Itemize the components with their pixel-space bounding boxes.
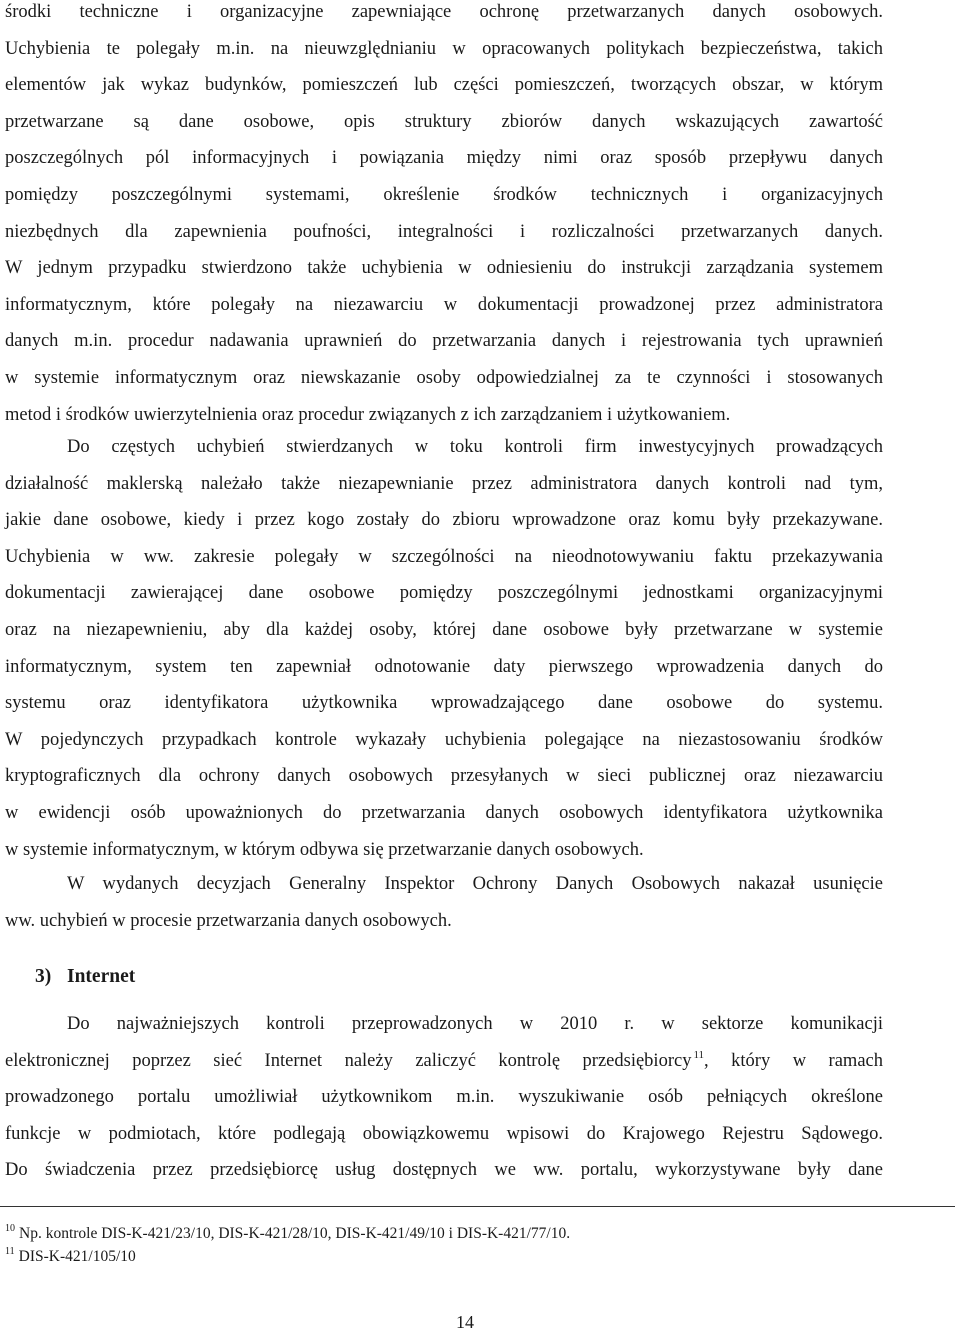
footnote-mark: 11: [5, 1246, 15, 1257]
text-line: funkcje w podmiotach, które podlegają obowiązkowemu wpisowi do Krajowego Rejestru Sądowego.: [5, 1123, 883, 1144]
text-line: W jednym przypadku stwierdzono także uchybienia w odniesieniu do instrukcji zarządzania systemem: [5, 258, 883, 279]
page-number: 14: [456, 1312, 474, 1332]
text-line: w systemie informatycznym oraz niewskazanie osoby odpowiedzialnej za te czynności i stosowanych: [5, 367, 883, 388]
text-line: jakie dane osobowe, kiedy i przez kogo zostały do zbioru wprowadzone oraz komu były przekazywane.: [5, 510, 883, 531]
text-line: W pojedynczych przypadkach kontrole wykazały uchybienia polegające na niezastosowaniu środków: [5, 729, 883, 750]
text-line: w ewidencji osób upoważnionych do przetwarzania danych osobowych identyfikatora użytkownika: [5, 802, 883, 823]
footnote-text: DIS-K-421/105/10: [18, 1248, 136, 1265]
text-line: kryptograficznych dla ochrony danych osobowych przesyłanych w sieci publicznej oraz niezawarciu: [5, 766, 883, 787]
text-line: Uchybienia w ww. zakresie polegały w szczególności na nieodnotowywaniu faktu przekazywania: [5, 546, 883, 567]
text-line: informatycznym, które polegały na niezawarciu w dokumentacji prowadzonej przez administratora: [5, 294, 883, 315]
text-line: metod i środków uwierzytelnienia oraz procedur związanych z ich zarządzaniem i użytkowaniem.: [5, 404, 731, 425]
section-number: 3): [35, 966, 52, 987]
text-line: środki techniczne i organizacyjne zapewniające ochronę przetwarzanych danych osobowych.: [5, 2, 883, 22]
text-line: dokumentacji zawierającej dane osobowe pomiędzy poszczególnymi jednostkami organizacyjnymi: [5, 583, 883, 604]
text-line: Do częstych uchybień stwierdzanych w toku kontroli firm inwestycyjnych prowadzących: [67, 437, 883, 457]
paragraph-security-policies: [5, 0, 883, 433]
text-line: pomiędzy poszczególnymi systemami, określenie środków technicznych i organizacyjnych: [5, 184, 883, 205]
text-line: systemu oraz identyfikatora użytkownika wprowadzającego dane osobowe do systemu.: [5, 693, 883, 714]
text-line: prowadzonego portalu umożliwiał użytkownikom m.in. wyszukiwanie osób pełniących określone: [5, 1087, 883, 1108]
text-line: niezbędnych dla zapewnienia poufności, integralności i rozliczalności przetwarzanych danych.: [5, 221, 883, 242]
text-line: poszczególnych pól informacyjnych i powiązania między nimi oraz sposób przepływu danych: [5, 148, 883, 169]
text-line: działalność maklerską należało także niezapewnianie przez administratora danych kontroli nad tym,: [5, 473, 883, 494]
section-heading: [35, 966, 135, 988]
paragraph-decisions: [5, 866, 883, 939]
footnotes: [5, 1222, 570, 1268]
footnote-10: [5, 1222, 570, 1245]
text-line: przetwarzane są dane osobowe, opis struktury zbiorów danych wskazujących zawartość: [5, 111, 883, 132]
text-line: Do najważniejszych kontroli przeprowadzonych w 2010 r. w sektorze komunikacji: [67, 1014, 883, 1034]
section-title: Internet: [67, 966, 136, 987]
footnote-separator: [0, 1206, 955, 1207]
text-line: Do świadczenia przez przedsiębiorcę usług dostępnych we ww. portalu, wykorzystywane były dane: [5, 1160, 883, 1181]
text-line: ww. uchybień w procesie przetwarzania danych osobowych.: [5, 910, 452, 931]
text-line: Uchybienia te polegały m.in. na nieuwzględnianiu w opracowanych politykach bezpieczeństwa, takich: [5, 38, 883, 59]
paragraph-investment-firms: [5, 429, 883, 868]
footnote-mark: 10: [5, 1223, 15, 1234]
footnote-text: Np. kontrole DIS-K-421/23/10, DIS-K-421/28/10, DIS-K-421/49/10 i DIS-K-421/77/10.: [19, 1225, 571, 1242]
text-line: [5, 1043, 883, 1080]
paragraph-internet-controls: [5, 1006, 883, 1189]
text-line: elementów jak wykaz budynków, pomieszczeń lub części pomieszczeń, tworzących obszar, w którym: [5, 75, 883, 96]
footnote-11: [5, 1245, 570, 1268]
footnote-reference[interactable]: 11: [693, 1048, 705, 1061]
text-segment: , który w ramach: [704, 1050, 883, 1071]
text-segment: elektronicznej poprzez sieć Internet należy zaliczyć kontrolę przedsiębiorcy: [5, 1050, 692, 1071]
text-line: w systemie informatycznym, w którym odbywa się przetwarzanie danych osobowych.: [5, 839, 644, 860]
text-line: danych m.in. procedur nadawania uprawnień do przetwarzania danych i rejestrowania tych uprawnień: [5, 331, 883, 352]
text-line: oraz na niezapewnieniu, aby dla każdej osoby, której dane osobowe były przetwarzane w systemie: [5, 619, 883, 640]
text-line: informatycznym, system ten zapewniał odnotowanie daty pierwszego wprowadzenia danych do: [5, 656, 883, 677]
text-line: W wydanych decyzjach Generalny Inspektor Ochrony Danych Osobowych nakazał usunięcie: [67, 874, 883, 894]
